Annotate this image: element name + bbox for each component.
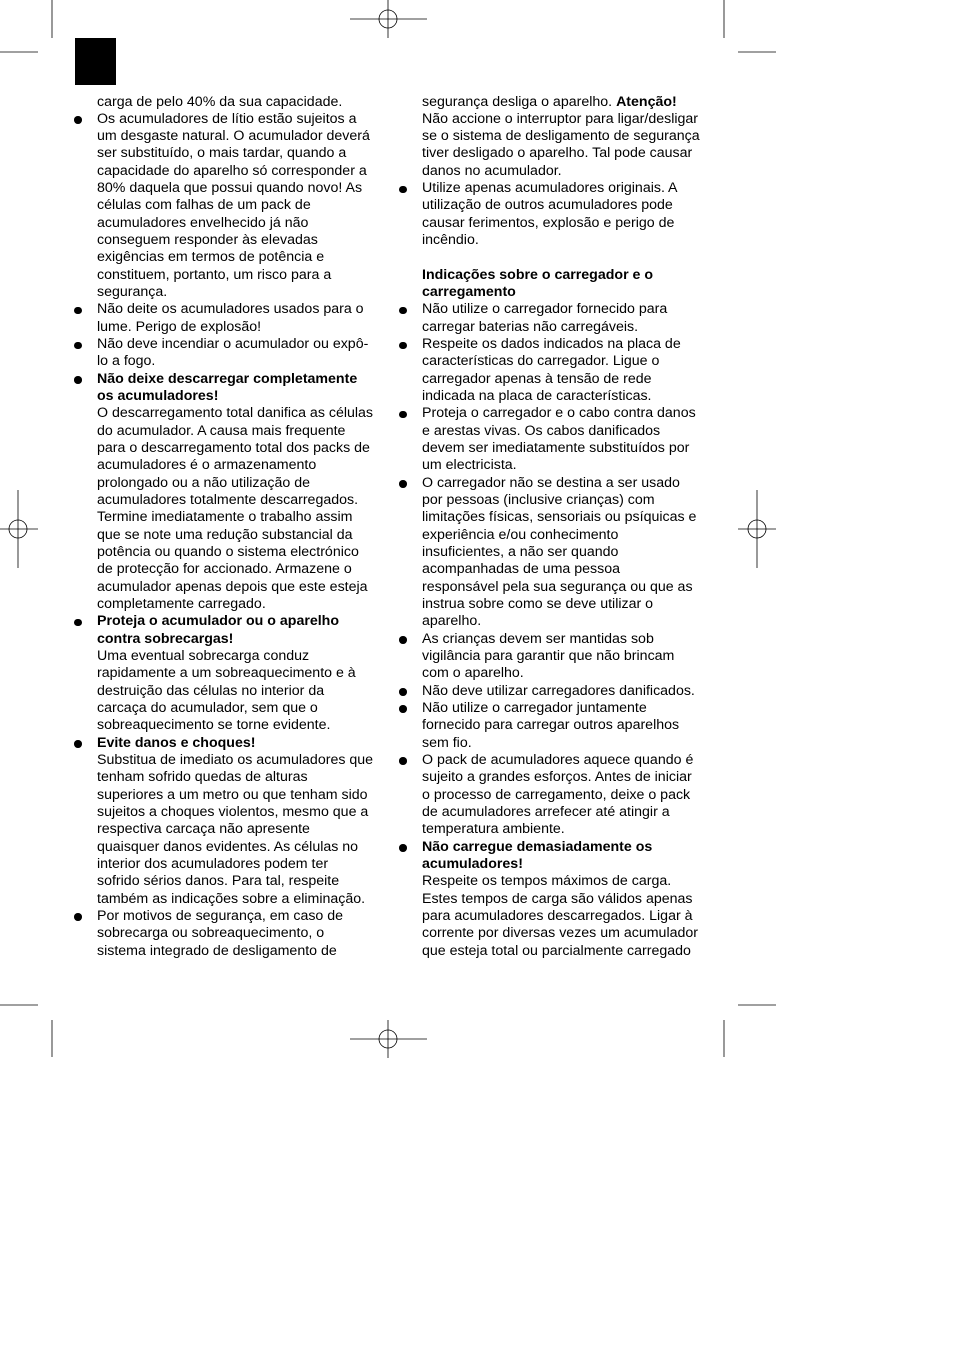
text-line: acumuladores é o armazenamento [97,457,317,474]
text-line: 80% daquela que possui quando novo! As [97,180,363,197]
text-line: Não deite os acumuladores usados para o [97,301,364,318]
section-heading [422,267,722,302]
text-line: temperatura ambiente. [422,821,565,838]
bullet-icon [399,705,407,713]
text-line: se o sistema de desligamento de segurança [422,128,700,145]
text-line: interior dos acumuladores podem ter [97,855,329,872]
text-line: destruição das células no interior da [97,682,325,699]
bullet-icon [74,376,82,384]
text-line: Não deve incendiar o acumulador ou expô- [97,336,369,353]
text-line: superiores a um metro ou que tenham sido [97,786,368,803]
bullet-item [97,735,387,908]
bullet-icon [399,342,407,350]
bullet-item [97,613,387,734]
text-line: aparelho. [422,613,482,630]
text-line: Proteja o carregador e o cabo contra danos [422,405,696,422]
bullet-item [422,301,722,336]
text-line: para acumuladores descarregados. Ligar à [422,907,693,924]
text-line: lume. Perigo de explosão! [97,318,262,335]
text-line: quaisquer danos evidentes. As células no [97,838,359,855]
bullet-item [422,405,722,474]
language-tab-block [75,38,116,85]
text-line: e arestas vivas. Os cabos danificados [422,422,661,439]
paragraph [97,94,387,111]
registration-mark-icon-left [0,490,38,568]
text-line: Termine imediatamente o trabalho assim [97,509,353,526]
text-line: capacidade do aparelho só corresponder a [97,162,367,179]
text-line [422,94,722,111]
crop-mark-icon-top-right [724,0,776,52]
text-line: células com falhas de um pack de [97,197,311,214]
left-column [97,94,387,960]
registration-mark-icon-bottom [350,1020,427,1058]
text-line: constituem, portanto, um risco para a [97,266,332,283]
bullet-icon [74,619,82,627]
text-line: causar ferimentos, explosão e perigo de [422,214,675,231]
text-line: para o descarregamento total dos packs de [97,440,370,457]
bullet-icon [399,307,407,315]
text-line: rapidamente a um sobreaquecimento e à [97,665,356,682]
text-line: carregador apenas à tensão de rede [422,370,652,387]
registration-mark-icon-right [738,490,776,568]
bullet-icon [74,307,82,315]
text-line: carregar baterias não carregáveis. [422,318,639,335]
text-line: sujeito a grandes esforços. Antes de iniciar [422,769,692,786]
text-line: segurança. [97,284,168,301]
crop-mark-icon-bottom-right [724,1005,776,1057]
text-line: de acumuladores arrefecer até atingir a [422,803,670,820]
warning-heading-line: os acumuladores! [97,388,219,405]
text-line: ser substituído, o mais tardar, quando a [97,145,347,162]
bullet-item [97,111,387,302]
bullet-icon [399,480,407,488]
text-line: respectiva carcaça não apresente [97,821,310,838]
text-line: lo a fogo. [97,353,156,370]
text-line: acumuladores totalmente descarregados. [97,492,359,509]
bullet-icon [74,342,82,350]
lead-text: segurança desliga o aparelho. [422,93,613,110]
bullet-item [422,752,722,839]
text-line: Utilize apenas acumuladores originais. A [422,180,678,197]
text-line: Estes tempos de carga são válidos apenas [422,890,693,907]
text-line: acumulador apenas depois que este esteja [97,578,368,595]
text-line: O pack de acumuladores aquece quando é [422,751,694,768]
bullet-icon [74,913,82,921]
text-line: um desgaste natural. O acumulador deverá [97,128,370,145]
attention-label: Atenção! [616,93,677,110]
text-line: Respeite os tempos máximos de carga. [422,873,672,890]
bullet-item [97,908,387,960]
text-line: insuficientes, a não ser quando [422,544,619,561]
text-line: potência ou quando o sistema electrónico [97,544,359,561]
text-line: sistema integrado de desligamento de [97,942,337,959]
text-line: experiência e/ou conhecimento [422,526,619,543]
text-line: conseguem responder às elevadas [97,232,318,249]
text-line: Não deve utilizar carregadores danificados. [422,682,695,699]
bullet-icon [399,411,407,419]
warning-heading-line: Evite danos e choques! [97,734,256,751]
text-line: Por motivos de segurança, em caso de [97,907,344,924]
text-line: o processo de carregamento, deixe o pack [422,786,691,803]
bullet-icon [399,844,407,852]
text-line: tiver desligado o aparelho. Tal pode causar [422,145,693,162]
bullet-item [97,336,387,371]
warning-heading-line: Não carregue demasiadamente os [422,838,653,855]
text-line: sem fio. [422,734,472,751]
text-line: sobreaquecimento se torne evidente. [97,717,331,734]
text-line: Os acumuladores de lítio estão sujeitos a [97,110,357,127]
bullet-item [422,475,722,631]
bullet-item [422,700,722,752]
text-line: Não utilize o carregador fornecido para [422,301,668,318]
bullet-item [422,683,722,700]
text-line: por pessoas (inclusive crianças) com [422,492,655,509]
paragraph [422,94,722,181]
text-line: com o aparelho. [422,665,524,682]
text-line: Não accione o interruptor para ligar/desligar [422,110,699,127]
text-line: fornecido para carregar outros aparelhos [422,717,680,734]
bullet-icon [399,757,407,765]
bullet-icon [399,688,407,696]
text-line: de protecção for accionado. Armazene o [97,561,352,578]
text-line: que esteja total ou parcialmente carregado [422,942,691,959]
registration-mark-icon-top [350,0,427,38]
text-line: O carregador não se destina a ser usado [422,474,680,491]
bullet-item [422,336,722,405]
text-line: do acumulador. A causa mais frequente [97,422,346,439]
text-line: sofrido sérios danos. Para tal, respeite [97,873,340,890]
text-line: completamente carregado. [97,596,266,613]
text-line: acompanhadas de uma pessoa [422,561,620,578]
text-line: vigilância para garantir que não brincam [422,648,675,664]
text-line: prolongado ou a não utilização de [97,474,310,491]
text-line: Substitua de imediato os acumuladores que [97,751,374,768]
text-line: também as indicações sobre a eliminação. [97,890,366,907]
text-line: tenham sofrido quedas de alturas [97,769,308,786]
text-line: carga de pelo 40% da sua capacidade. [97,93,343,110]
bullet-item [97,371,387,614]
text-line: O descarregamento total danifica as células [97,405,374,422]
text-line: Respeite os dados indicados na placa de [422,336,681,353]
warning-heading-line: contra sobrecargas! [97,630,234,647]
text-line: utilização de outros acumuladores pode [422,197,673,214]
text-line: características do carregador. Ligue o [422,353,660,370]
warning-heading-line: Não deixe descarregar completamente [97,370,358,387]
text-line: indicada na placa de características. [422,388,652,405]
bullet-icon [74,116,82,124]
text-line: um electricista. [422,457,517,474]
text-line: sujeitos a choques violentos, mesmo que a [97,803,369,820]
crop-mark-icon-top-left [0,0,52,52]
bullet-item [97,301,387,336]
text-line: incêndio. [422,232,479,249]
bullet-icon [399,186,407,194]
text-line: sobrecarga ou sobreaquecimento, o [97,925,325,942]
text-line: responsável pela sua segurança ou que as [422,578,693,595]
bullet-item [422,631,722,683]
text-line: limitações físicas, sensoriais ou psíquicas e [422,509,697,526]
text-line: Não utilize o carregador juntamente [422,699,647,716]
right-column [422,94,722,960]
text-line: Uma eventual sobrecarga conduz [97,648,310,664]
bullet-item [422,839,722,960]
bullet-icon [74,740,82,748]
text-line: corrente por diversas vezes um acumulador [422,925,698,942]
bullet-item [422,180,722,249]
text-line: instrua sobre como se deve utilizar o [422,596,654,613]
text-line: que se note uma redução substancial da [97,526,353,543]
text-line: carcaça do acumulador, sem que o [97,699,318,716]
warning-heading-line: Proteja o acumulador ou o aparelho [97,613,340,630]
warning-heading-line: acumuladores! [422,855,523,872]
text-line: danos no acumulador. [422,162,562,179]
crop-mark-icon-bottom-left [0,1005,52,1057]
text-line: devem ser imediatamente substituídos por [422,440,690,457]
section-heading-line: carregamento [422,284,516,301]
section-heading-line: Indicações sobre o carregador e o [422,266,654,283]
text-line: acumuladores envelhecido já não [97,214,309,231]
text-line: exigências em termos de potência e [97,249,325,266]
text-line: As crianças devem ser mantidas sob [422,630,654,647]
bullet-icon [399,636,407,644]
